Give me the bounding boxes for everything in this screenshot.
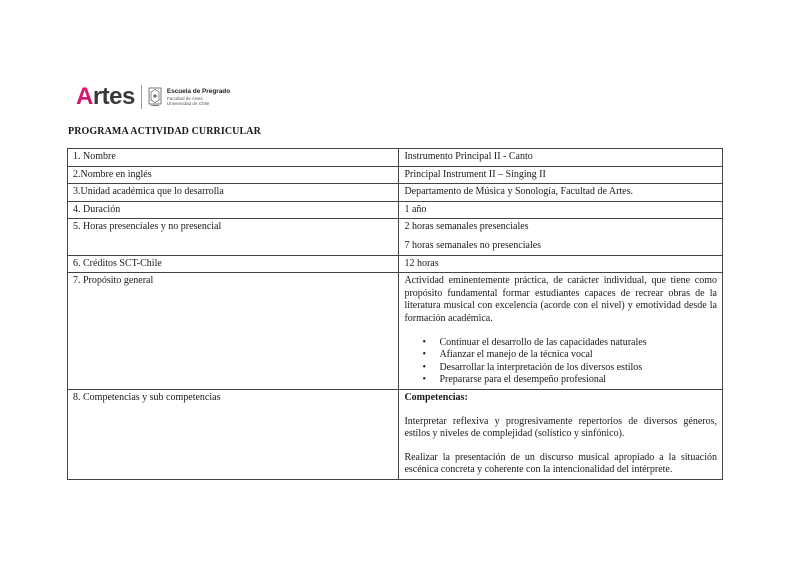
curriculum-table	[67, 148, 723, 480]
row-value	[399, 273, 723, 390]
table-row	[68, 389, 723, 479]
competency-paragraph: Realizar la presentación de un discurso musical apropiado a la situación escénica concreta y coherente con la intencionalidad del intérprete.	[404, 451, 717, 476]
row-value: Principal Instrument II – Singing II	[399, 166, 723, 184]
list-item: • Desarrollar la interpretación de los diversos estilos	[439, 362, 717, 375]
purpose-paragraph: Actividad eminentemente práctica, de carácter individual, que tiene como propósito fundamental formar estudiantes capaces de recrear obras de la literatura musical con excelencia (acorde con el nivel) y emotividad desde la formación académica.	[404, 275, 717, 324]
row-label: 6. Créditos SCT-Chile	[68, 255, 399, 273]
spacer	[404, 326, 717, 337]
row-value: 1 año	[399, 201, 723, 219]
spacer	[404, 405, 717, 416]
competency-paragraph: Interpretar reflexiva y progresivamente repertorios de diversos géneros, estilos y niveles de complejidad (solístico y sinfónico).	[404, 415, 717, 440]
logo-text-block	[167, 88, 230, 107]
row-label: 5. Horas presenciales y no presencial	[68, 219, 399, 255]
list-item: • Prepararse para el desempeño profesional	[439, 374, 717, 387]
document-title: PROGRAMA ACTIVIDAD CURRICULAR	[68, 126, 261, 137]
row-value: Instrumento Principal II - Canto	[399, 149, 723, 167]
table-row	[68, 255, 723, 273]
row-label: 8. Competencias y sub competencias	[68, 389, 399, 479]
table-row	[68, 166, 723, 184]
logo-separator	[141, 85, 142, 109]
table-row	[68, 273, 723, 390]
table-row	[68, 149, 723, 167]
row-value: Departamento de Música y Sonología, Facultad de Artes.	[399, 184, 723, 202]
row-label: 3.Unidad académica que lo desarrolla	[68, 184, 399, 202]
hours-non-presential: 7 horas semanales no presenciales	[404, 239, 542, 251]
list-item: • Continuar el desarrollo de las capacidades naturales	[439, 337, 717, 350]
university-seal-icon	[147, 86, 163, 108]
row-label: 4. Duración	[68, 201, 399, 219]
purpose-bullet-list	[404, 337, 717, 387]
table-row	[68, 201, 723, 219]
row-value	[399, 389, 723, 479]
logo-line-1: Escuela de Pregrado	[166, 87, 231, 95]
row-label: 1. Nombre	[68, 149, 399, 167]
logo-line-3: Universidad de Chile	[166, 101, 210, 106]
table-row	[68, 184, 723, 202]
logo-line-2: Facultad de Artes	[166, 95, 203, 101]
row-label: 7. Propósito general	[68, 273, 399, 390]
row-value: 12 horas	[399, 255, 723, 273]
row-value	[399, 219, 723, 255]
hours-presential: 2 horas semanales presenciales	[404, 221, 529, 233]
logo-wordmark: Artes	[76, 83, 135, 110]
competencies-heading: Competencias:	[404, 391, 468, 403]
row-label: 2.Nombre en inglés	[68, 166, 399, 184]
spacer	[404, 441, 717, 452]
table-row	[68, 219, 723, 255]
faculty-logo	[76, 84, 230, 110]
list-item: • Afianzar el manejo de la técnica vocal	[439, 349, 717, 362]
